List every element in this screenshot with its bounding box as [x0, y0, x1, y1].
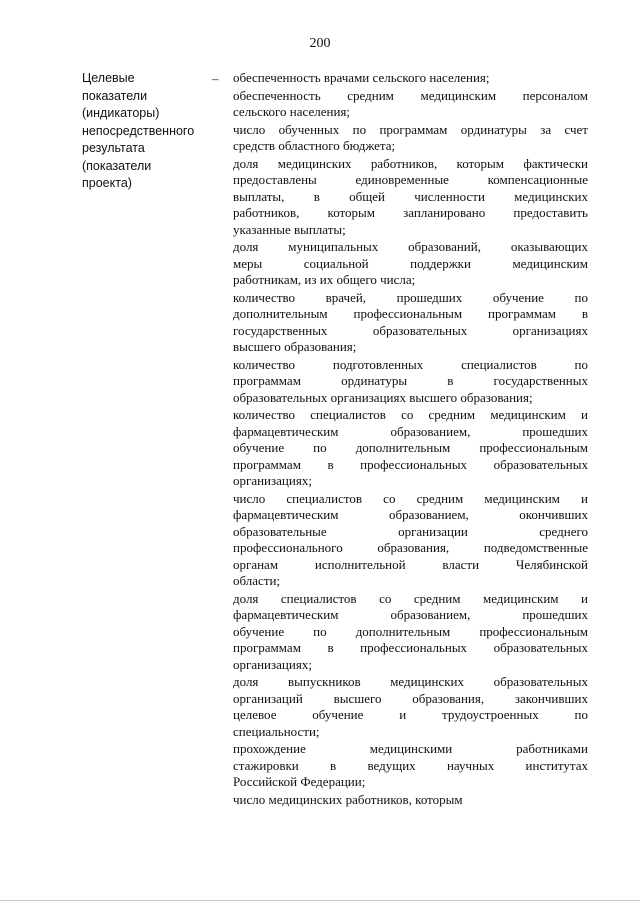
indicator-line: органам исполнительной власти Челябинской — [233, 556, 588, 572]
indicator-line: фармацевтическим образованием, прошедших — [233, 423, 588, 439]
indicator-line: дополнительным профессиональным программам в — [233, 306, 588, 321]
indicator-item — [233, 357, 588, 407]
indicator-line: обеспеченность врачами сельского населения; — [233, 70, 490, 85]
page-bottom-edge — [0, 900, 640, 901]
indicator-item — [233, 674, 588, 740]
indicators-label-line: (индикаторы) — [82, 106, 160, 120]
indicator-line: число медицинских работников, которым — [233, 791, 463, 807]
indicator-item — [233, 88, 588, 121]
indicators-label-line: Целевые — [82, 71, 135, 85]
indicator-line: программам в профессиональных образовательных — [233, 640, 588, 655]
indicator-line: организациях; — [233, 656, 312, 672]
indicator-line: доля муниципальных образований, оказывающих — [233, 239, 588, 254]
indicator-item — [233, 239, 588, 289]
dash-separator: – — [212, 71, 219, 86]
indicator-line: специальности; — [233, 723, 320, 739]
indicator-line: образовательных организациях высшего образования; — [233, 389, 533, 405]
indicator-line: количество врачей, прошедших обучение по — [233, 289, 588, 305]
indicator-line: Российской Федерации; — [233, 774, 366, 789]
indicator-line: работников, которым запланировано предоставить — [233, 205, 588, 220]
indicator-line: предоставлены единовременные компенсационные — [233, 172, 588, 187]
indicator-line: фармацевтическим образованием, окончивших — [233, 507, 588, 522]
indicator-item — [233, 491, 588, 590]
indicator-line: число специалистов со средним медицинским и — [233, 490, 588, 506]
indicators-label-line: непосредственного — [82, 123, 195, 138]
indicator-line: указанные выплаты; — [233, 221, 346, 237]
indicator-item — [233, 122, 588, 155]
indicators-label — [82, 70, 207, 193]
indicators-label-line: показатели — [82, 88, 148, 103]
indicator-line: сельского населения; — [233, 104, 350, 119]
indicator-line: государственных образовательных организациях — [233, 322, 588, 338]
indicator-line: доля выпускников медицинских образовательных — [233, 674, 588, 689]
indicator-line: образовательные организации среднего — [233, 523, 588, 539]
page-number: 200 — [309, 36, 331, 51]
indicator-line: доля медицинских работников, которым фактически — [233, 155, 588, 171]
indicator-line: прохождение медицинскими работниками — [233, 741, 588, 756]
indicator-line: меры социальной поддержки медицинским — [233, 255, 588, 271]
indicator-line: программам ординатуры в государственных — [233, 373, 588, 388]
indicator-line: программам в профессиональных образовательных — [233, 456, 588, 472]
indicator-line: доля специалистов со средним медицинским и — [233, 590, 588, 606]
indicator-line: количество подготовленных специалистов по — [233, 356, 588, 372]
indicator-line: число обученных по программам ординатуры за счет — [233, 121, 588, 137]
indicator-line: выплаты, в общей численности медицинских — [233, 188, 588, 204]
indicator-line: организациях; — [233, 473, 312, 488]
indicator-line: профессионального образования, подведомственные — [233, 540, 588, 555]
indicator-line: фармацевтическим образованием, прошедших — [233, 607, 588, 622]
indicator-line: области; — [233, 573, 281, 588]
indicator-line: количество специалистов со средним медицинским и — [233, 407, 588, 422]
indicator-line: средств областного бюджета; — [233, 138, 396, 153]
indicator-item — [233, 407, 588, 490]
indicator-line: стажировки в ведущих научных институтах — [233, 757, 588, 773]
indicator-item — [233, 70, 588, 87]
indicator-line: обучение по дополнительным профессиональным — [233, 623, 588, 639]
indicator-item — [233, 741, 588, 791]
indicator-line: высшего образования; — [233, 339, 357, 354]
indicator-item — [233, 290, 588, 356]
indicators-list — [233, 70, 588, 809]
indicator-line: обучение по дополнительным профессиональным — [233, 440, 588, 455]
indicator-item — [233, 591, 588, 674]
indicator-item — [233, 156, 588, 239]
indicator-item — [233, 792, 588, 809]
indicators-label-line: (показатели — [82, 158, 152, 173]
indicators-label-line: проекта) — [82, 176, 132, 190]
indicator-line: обеспеченность средним медицинским персоналом — [233, 87, 588, 103]
indicators-label-line: результата — [82, 141, 145, 155]
indicator-line: целевое обучение и трудоустроенных по — [233, 707, 588, 722]
indicator-line: организаций высшего образования, закончивших — [233, 690, 588, 706]
indicator-line: работникам, из их общего числа; — [233, 272, 416, 287]
